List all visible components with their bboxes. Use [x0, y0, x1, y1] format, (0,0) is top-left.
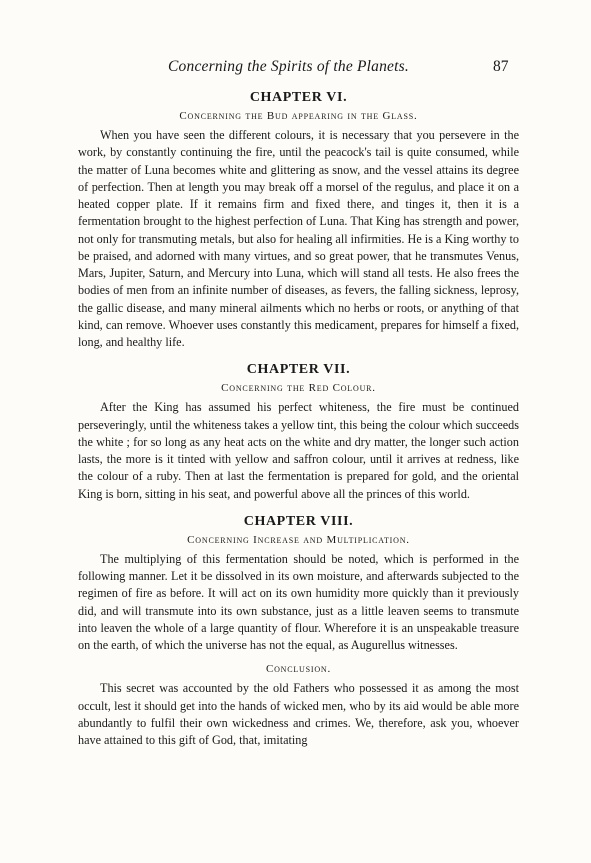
- page-content: [78, 88, 519, 749]
- section-gap: [78, 503, 519, 512]
- conclusion-paragraph: This secret was accounted by the old Fathers who possessed it as among the most occult, lest it should get into the hands of wicked men, who by its aid would be able more abundantly to fulfil their own wickedness and crimes. We, therefore, ask you, whoever have attained to this gift of God, that, imitating: [78, 681, 519, 747]
- chapter-subheading: Concerning Increase and Multiplication.: [187, 533, 410, 546]
- page-number: 87: [493, 58, 509, 75]
- chapter-subheading: Concerning the Bud appearing in the Glass.: [179, 110, 418, 122]
- chapter-heading: CHAPTER VIII.: [243, 513, 354, 529]
- conclusion-heading: Conclusion.: [265, 663, 332, 676]
- chapter-heading: CHAPTER VI.: [249, 90, 348, 105]
- chapter-paragraph: When you have seen the different colours, it is necessary that you persevere in the work, by constantly continuing the fire, until the peacock's tail is quite consumed, while the matter of Luna becomes white and glittering as snow, and the vessel attains its degree of perfection. Then at length you may break off a morsel of the regulus, and place it on a heated copper plate. If it remains firm and fixed there, and tinges it, then it is a fermentation brought to the highest perfection of Luna. That King has strength and power, not only for transmuting metals, but also for healing all infirmities. He is a King worthy to be praised, and adorned with many virtues, and so great power, that he transmutes Venus, Mars, Jupiter, Saturn, and Mercury into Luna, which will stand all tests. He also frees the bodies of men from an infinite number of diseases, as fevers, the falling sickness, leprosy, the gallic disease, and many mineral ailments which no herbs or roots, or anything of that kind, can remove. Whoever uses constantly this medicament, prepares for himself a fixed, long, and healthy life.: [78, 128, 519, 349]
- running-title: Concerning the Spirits of the Planets.: [168, 58, 409, 75]
- chapter-heading: CHAPTER VII.: [246, 362, 351, 378]
- running-head: [0, 58, 591, 82]
- section-gap: [78, 654, 519, 661]
- chapter-paragraph: After the King has assumed his perfect whiteness, the fire must be continued perseveringly, until the whiteness takes a yellow tint, this being the colour which succeeds the white ; for so long as any heat acts on the white and dry matter, the longer such action lasts, the more is it tinted with yellow and saffron colour, until it arrives at redness, like the colour of a ruby. Then at last the fermentation is prepared for gold, and the oriental King is born, sitting in his seat, and powerful above all the princes of this world.: [78, 400, 519, 501]
- chapter-paragraph: The multiplying of this fermentation should be noted, which is performed in the following manner. Let it be dissolved in its own moisture, and afterwards subjected to the regimen of fire as before. It will act on its own humidity more quickly than it previously did, and will transmute into its own substance, just as a little leaven seems to transmute into leaven the whole of a large quantity of flour. Wherefore it is an unspeakable treasure on the earth, of which the universe has not the equal, as Augurellus witnesses.: [78, 551, 519, 652]
- section-gap: [78, 351, 519, 360]
- chapter-subheading: Concerning the Red Colour.: [221, 382, 376, 395]
